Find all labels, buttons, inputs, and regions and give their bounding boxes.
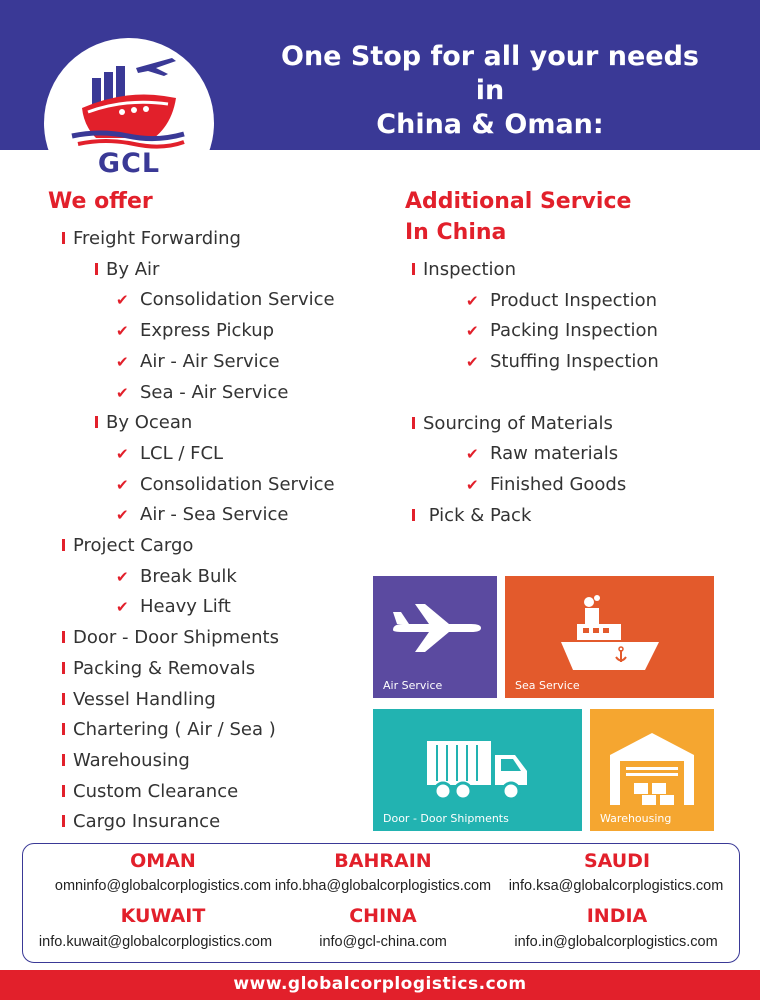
tile-warehousing-label: Warehousing [600,812,672,825]
additional-item [466,474,626,496]
contact-email[interactable]: info.kuwait@globalcorplogistics.com [38,934,273,950]
additional-item [466,351,659,373]
offer-item-text: Custom Clearance [73,780,239,802]
additional-item [412,259,516,281]
contact-country: SAUDI [583,850,651,872]
offer-item-text: Warehousing [73,749,190,771]
tile-air-service-label: Air Service [383,679,443,692]
checkmark-icon: ✔ [466,322,479,341]
checkmark-icon: ✔ [116,475,129,494]
contact-country: KUWAIT [120,905,206,927]
contact-email[interactable]: info.in@globalcorplogistics.com [514,934,718,950]
additional-title-line-1: Additional Service [405,189,632,214]
offer-item-text: Packing & Removals [73,657,256,679]
offer-item-text: LCL / FCL [140,442,224,464]
contact-country: INDIA [586,905,648,927]
checkmark-icon: ✔ [116,444,129,463]
checkmark-icon: ✔ [466,445,479,464]
additional-item-text: Inspection [423,259,516,280]
checkmark-icon: ✔ [116,567,129,586]
offer-item [62,535,193,557]
offer-item [116,382,288,404]
offer-item [95,412,192,434]
bullet-bar-icon [95,416,98,428]
offer-item [116,351,280,373]
tile-air-service [373,576,497,698]
offer-item-text: Project Cargo [73,535,194,556]
offer-item [116,474,335,496]
footer-bar [0,970,760,1000]
offer-item [62,228,241,250]
additional-item [466,290,657,312]
offer-item [62,811,220,833]
tile-sea-service-label: Sea Service [515,679,580,692]
truck-icon [423,737,533,803]
contact-country: BAHRAIN [334,850,432,872]
bullet-bar-icon [62,723,65,735]
contact-email[interactable]: info.bha@globalcorplogistics.com [274,878,492,894]
contact-email[interactable]: info.ksa@globalcorplogistics.com [508,878,724,894]
offer-item [116,320,274,342]
offer-item-text: Air - Sea Service [140,504,289,526]
checkmark-icon: ✔ [116,291,129,310]
offer-item [62,689,216,711]
offer-item-text: By Air [106,258,160,280]
additional-title-line-2: In China [405,220,507,245]
checkmark-icon: ✔ [466,291,479,310]
offer-item [116,443,223,465]
additional-item-text: Pick & Pack [423,504,532,526]
contacts-box [22,843,740,963]
checkmark-icon: ✔ [116,383,129,402]
bullet-bar-icon [95,263,98,275]
bullet-bar-icon [412,263,415,275]
offer-item [62,781,238,803]
offer-item-text: Express Pickup [140,320,275,342]
bullet-bar-icon [62,539,65,551]
logo-text: GCL [97,148,161,179]
offer-item-text: Break Bulk [140,565,237,587]
additional-item [412,413,613,435]
additional-title [405,186,631,248]
checkmark-icon: ✔ [466,353,479,372]
offer-item-text: Freight Forwarding [73,228,241,249]
headline-line-3: China & Oman: [376,109,604,140]
bullet-bar-icon [62,662,65,674]
bullet-bar-icon [62,232,65,244]
contact-email[interactable]: info@gcl-china.com [319,934,447,950]
additional-item [412,505,531,527]
tile-sea-service [505,576,714,698]
ship-airplane-logo-icon [44,38,214,208]
additional-item-text: Raw materials [490,443,619,465]
additional-item-text: Packing Inspection [490,320,658,342]
offer-item [116,504,288,526]
bullet-bar-icon [62,815,65,827]
headline-line-1: One Stop for all your needs [281,41,699,72]
tile-door-door [373,709,582,831]
bullet-bar-icon [62,785,65,797]
offer-item [116,566,237,588]
offer-item-text: Consolidation Service [140,473,335,495]
offer-item-text: Vessel Handling [73,688,216,710]
additional-item-text: Product Inspection [490,289,658,311]
bullet-bar-icon [62,693,65,705]
additional-item-text: Sourcing of Materials [423,412,613,434]
offer-item-text: Cargo Insurance [73,811,221,833]
additional-item-text: Finished Goods [490,473,627,495]
contact-country: OMAN [130,850,196,872]
contact-country: CHINA [349,905,417,927]
offer-item [62,627,279,649]
offer-item-text: Heavy Lift [140,596,231,618]
additional-item [466,443,618,465]
headline [230,40,750,142]
tile-door-door-label: Door - Door Shipments [383,812,509,825]
bullet-bar-icon [62,754,65,766]
offer-item [95,259,159,281]
airplane-icon [389,600,485,656]
checkmark-icon: ✔ [116,598,129,617]
offer-item-text: Air - Air Service [140,350,280,372]
offer-item-text: Consolidation Service [140,289,335,311]
offer-item-text: Door - Door Shipments [73,627,279,649]
ship-icon [559,594,663,674]
logo [44,38,214,208]
bullet-bar-icon [412,417,415,429]
offer-item [62,750,190,772]
offer-item [62,658,255,680]
additional-item-text: Stuffing Inspection [490,351,659,373]
contact-email[interactable]: omninfo@globalcorplogistics.com [54,878,272,894]
offer-item [116,289,335,311]
bullet-bar-icon [62,631,65,643]
offer-item [116,596,231,618]
offer-item [62,719,276,741]
offer-item-text: By Ocean [106,412,193,434]
headline-line-2: in [475,75,505,106]
checkmark-icon: ✔ [116,506,129,525]
offer-item-text: Sea - Air Service [140,381,289,403]
checkmark-icon: ✔ [466,475,479,494]
tile-warehousing [590,709,714,831]
warehouse-icon [608,731,696,807]
checkmark-icon: ✔ [116,352,129,371]
additional-item [466,320,658,342]
website-link[interactable]: www.globalcorplogistics.com [233,974,527,994]
offer-item-text: Chartering ( Air / Sea ) [73,719,276,741]
checkmark-icon: ✔ [116,322,129,341]
bullet-bar-icon [412,509,415,521]
offer-title: We offer [48,189,153,214]
